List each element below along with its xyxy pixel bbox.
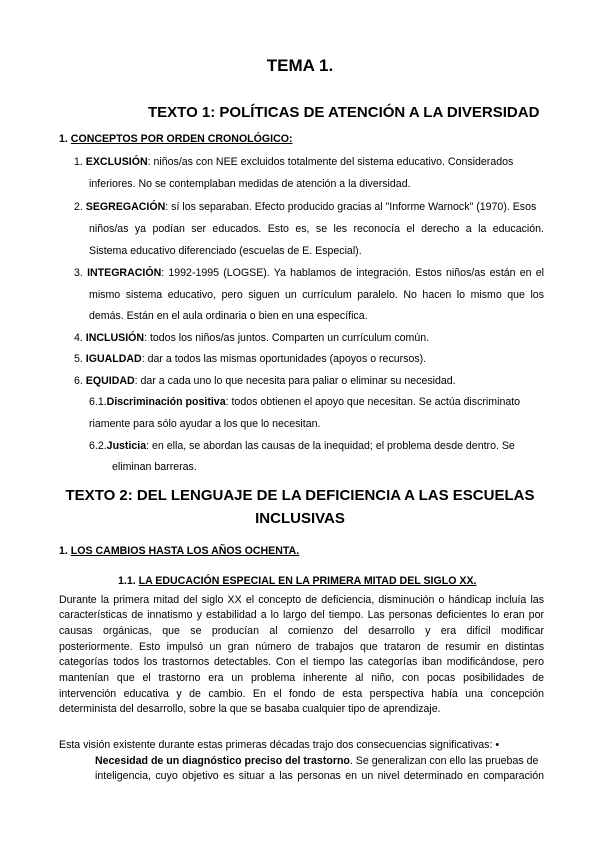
item-text-continuation: mismo sistema educativo, pero siguen un currículum paralelo. No hacen lo mismo que los	[89, 289, 544, 301]
sub-list-item	[89, 439, 515, 453]
list-item	[74, 352, 426, 366]
item-number: 3.	[74, 267, 83, 279]
section-title: LOS CAMBIOS HASTA LOS AÑOS OCHENTA.	[70, 545, 300, 557]
item-text: : niños/as con NEE excluidos totalmente del sistema educativo. Considerados	[147, 156, 514, 168]
item-text-continuation: Sistema educativo diferenciado (escuelas de E. Especial).	[89, 245, 362, 257]
item-number: 6.	[74, 375, 83, 387]
list-item	[74, 374, 456, 388]
text2-section-heading	[59, 545, 299, 557]
paragraph-line: Durante la primera mitad del siglo XX el concepto de deficiencia, disminución o hándicap incluía las	[59, 594, 544, 606]
item-text: : dar a todos las mismas oportunidades (apoyos o recursos).	[141, 353, 427, 365]
subitem-term: Justicia	[106, 440, 147, 452]
item-term: EQUIDAD	[85, 375, 135, 387]
item-text: : sí los separaban. Efecto producido gracias al "Informe Warnock" (1970). Esos	[165, 201, 537, 213]
item-number: 4.	[74, 332, 83, 344]
subitem-term: Discriminación positiva	[106, 396, 226, 408]
subitem-number: 6.2.	[89, 440, 107, 452]
item-term: IGUALDAD	[85, 353, 142, 365]
paragraph-line: determinista del desarrollo, sobre la que se basaba cualquier tipo de aprendizaje.	[59, 703, 441, 715]
paragraph-line: intervención educativa y de cambio. En el fondo de esta perspectiva había una concepción	[59, 688, 544, 700]
paragraph-line: características de innatismo y estabilidad a lo largo del tiempo. Las personas deficientes lo eran por	[59, 609, 544, 621]
subitem-text: : todos obtienen el apoyo que necesitan. Se actúa discriminato	[225, 396, 521, 408]
bullet-term: Necesidad de un diagnóstico preciso del trastorno	[95, 755, 350, 767]
text2-heading-line2: INCLUSIVAS	[255, 510, 345, 527]
item-number: 5.	[74, 353, 83, 365]
paragraph-line: mantenían que el trastorno era un problema inherente al niño, con pocas posibilidades de	[59, 672, 544, 684]
subitem-number: 6.1.	[89, 396, 107, 408]
item-text: : todos los niños/as juntos. Comparten un currículum común.	[144, 332, 430, 344]
item-term: INCLUSIÓN	[85, 332, 145, 344]
bullet-text-continuation: inteligencia, cuyo objetivo es situar a las personas en un nivel determinado en comparación	[95, 770, 544, 782]
list-item	[74, 331, 429, 345]
text1-section-heading	[59, 133, 293, 145]
item-number: 1.	[74, 156, 83, 168]
list-item	[74, 200, 536, 214]
bullet-text: . Se generalizan con ello las pruebas de	[349, 755, 539, 767]
paragraph-line: causas orgánicas, que se producían al comienzo del desarrollo y era difícil modificar	[59, 625, 544, 637]
item-text-continuation: demás. Están en el aula ordinaria o bien en una específica.	[89, 310, 368, 322]
list-item	[74, 155, 513, 169]
subitem-text-continuation: riamente para sólo ayudar a los que lo necesitan.	[89, 418, 321, 430]
item-text-continuation: niños/as ya podían ser educados. Esto es, se les reconocía el derecho a la educación.	[89, 223, 544, 235]
item-term: INTEGRACIÓN	[87, 267, 162, 279]
section-number: 1.	[59, 545, 68, 557]
item-text: : 1992-1995 (LOGSE). Ya hablamos de integración. Estos niños/as están en el	[161, 267, 544, 279]
subitem-text-continuation: eliminan barreras.	[112, 461, 197, 473]
text2-heading-line1: TEXTO 2: DEL LENGUAJE DE LA DEFICIENCIA A LAS ESCUELAS	[65, 487, 535, 504]
item-number: 2.	[74, 201, 83, 213]
item-text-continuation: inferiores. No se contemplaban medidas de atención a la diversidad.	[89, 178, 411, 190]
paragraph-intro: Esta visión existente durante estas primeras décadas trajo dos consecuencias significativas: •	[59, 739, 500, 751]
sub-list-item	[89, 395, 520, 409]
subitem-text: : en ella, se abordan las causas de la inequidad; el problema desde dentro. Se	[146, 440, 515, 452]
list-item	[74, 266, 544, 280]
paragraph-line: posteriormente. Esto impulsó un gran número de trabajos que trataron de resumir en distintas	[59, 641, 544, 653]
section-number: 1.	[59, 133, 68, 145]
item-term: EXCLUSIÓN	[85, 156, 148, 168]
item-text: : dar a cada uno lo que necesita para paliar o eliminar su necesidad.	[134, 375, 456, 387]
item-term: SEGREGACIÓN	[85, 201, 166, 213]
text2-subsection-heading	[118, 575, 476, 587]
text1-heading: TEXTO 1: POLÍTICAS DE ATENCIÓN A LA DIVERSIDAD	[148, 104, 540, 121]
subsection-title: LA EDUCACIÓN ESPECIAL EN LA PRIMERA MITAD DEL SIGLO XX.	[138, 575, 477, 587]
bullet-item	[95, 754, 538, 768]
document-title: TEMA 1.	[266, 56, 334, 75]
section-title: CONCEPTOS POR ORDEN CRONOLÓGICO:	[70, 133, 293, 145]
paragraph-line: categorías todos los trastornos detectables. Con el tiempo las categorías iban modificándose, pero	[59, 656, 544, 668]
subsection-number: 1.1.	[118, 575, 136, 587]
